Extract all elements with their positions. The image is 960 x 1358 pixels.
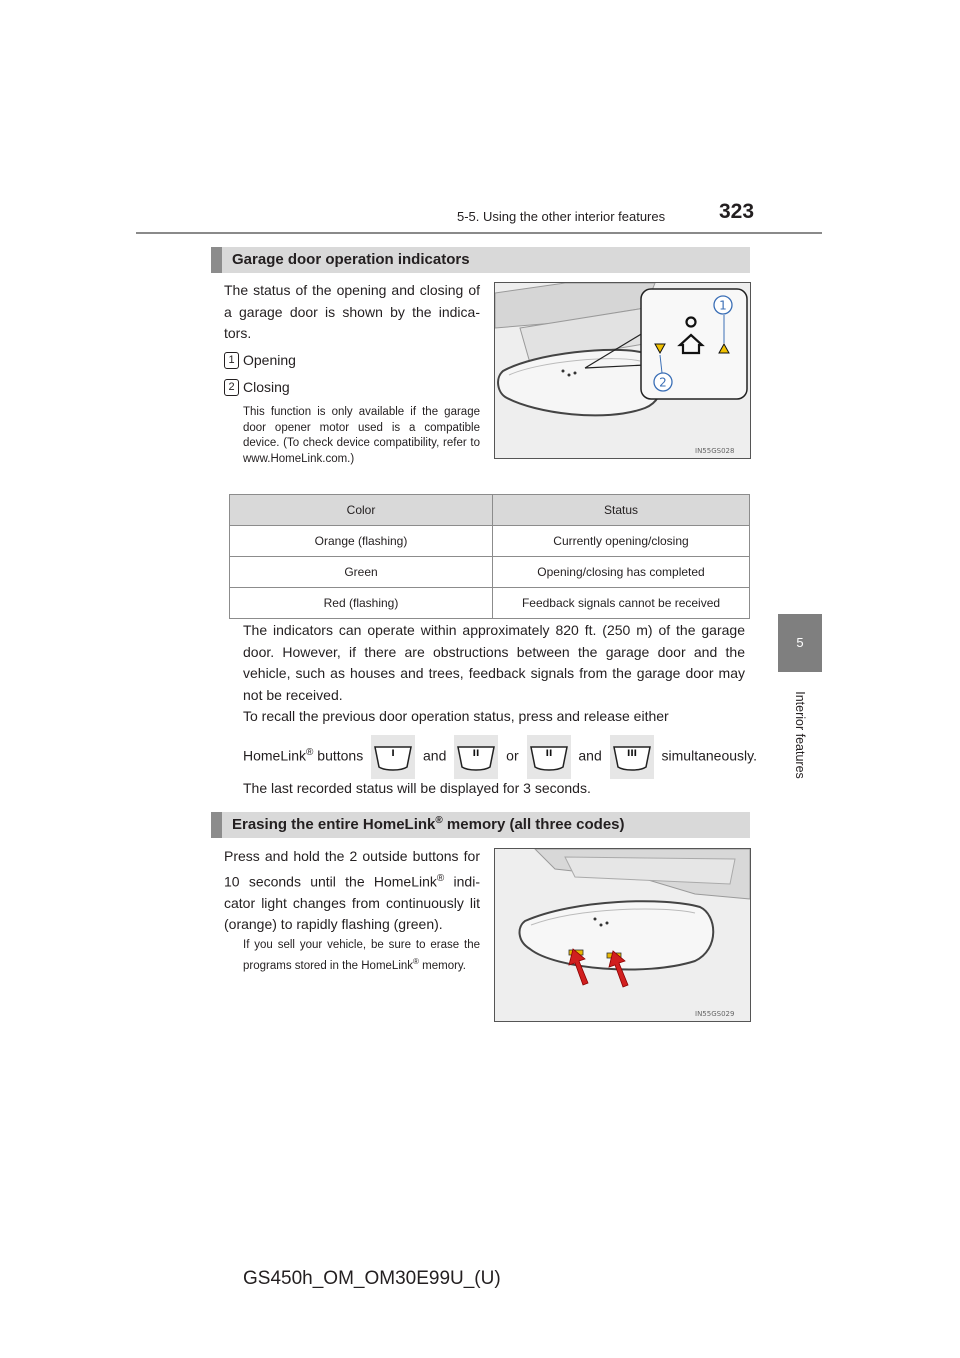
- recall-paragraph-line1: To recall the previous door operation status, press and release either: [243, 708, 669, 724]
- erase-title-text-2: memory (all three codes): [442, 816, 625, 833]
- recall-paragraph-buttons: [243, 731, 757, 777]
- table-cell-status: Feedback signals cannot be received: [493, 588, 750, 619]
- figure-code: IN55GS028: [695, 447, 735, 455]
- erase-instructions: [224, 846, 480, 936]
- mirror-buttons-illustration: [495, 849, 750, 1021]
- registered-mark: ®: [435, 815, 443, 826]
- svg-text:II: II: [472, 748, 480, 759]
- erase-note-2: memory.: [418, 959, 467, 972]
- column-header-color: Color: [230, 495, 493, 526]
- chapter-label: [778, 680, 822, 790]
- erase-title-text: Erasing the entire HomeLink: [232, 816, 436, 833]
- erase-text-1: Press and hold the 2 outside buttons for 10 seconds until the HomeLink: [224, 848, 480, 890]
- or-word: or: [506, 747, 519, 764]
- list-item-closing: [224, 378, 484, 398]
- and-word: and: [578, 747, 602, 764]
- garage-intro: The status of the opening and closing of a garage door is shown by the indica-tors.: [224, 282, 480, 341]
- erase-note-1: If you sell your vehicle, be sure to erase the programs stored in the HomeLink: [243, 939, 480, 972]
- section-title-erase: [211, 812, 750, 838]
- table-row: [230, 588, 750, 619]
- mirror-erase-figure: [494, 848, 751, 1022]
- homelink-button-2b-icon: [527, 735, 571, 779]
- registered-mark: ®: [436, 872, 445, 884]
- page-number: 323: [719, 200, 755, 223]
- svg-text:III: III: [626, 748, 637, 759]
- table-header-row: [230, 495, 750, 526]
- section-breadcrumb: 5-5. Using the other interior features: [457, 209, 666, 224]
- homelink-button-2-icon: [454, 735, 498, 779]
- number-badge: 2: [224, 379, 239, 396]
- and-word: and: [423, 747, 447, 764]
- document-code: GS450h_OM_OM30E99U_(U): [243, 1268, 501, 1289]
- erase-note: [243, 938, 480, 974]
- section-title-garage: Garage door operation indicators: [211, 247, 750, 273]
- simultaneously-word: simultaneously.: [661, 747, 757, 764]
- homelink-button-3-icon: [610, 735, 654, 779]
- range-paragraph: The indicators can operate within approximately 820 ft. (250 m) of the garage door. However, if there are obstructions between the garage door and the vehicle, such as houses and trees, feedback signals from the garage door may not be received.: [243, 622, 745, 703]
- svg-text:I: I: [391, 748, 395, 759]
- table-cell-color: Red (flashing): [230, 588, 493, 619]
- chapter-tab: 5: [778, 614, 822, 672]
- table-cell-status: Currently opening/closing: [493, 526, 750, 557]
- homelink-button-1-icon: [371, 735, 415, 779]
- table-cell-color: Orange (flashing): [230, 526, 493, 557]
- callout-1: 1: [719, 298, 727, 313]
- registered-mark: ®: [413, 956, 419, 966]
- registered-mark: ®: [306, 747, 314, 758]
- list-item-label: Closing: [243, 379, 290, 395]
- compatibility-note: This function is only available if the garage door opener motor used is a compatible device. (To check device compatibility, refer to www.HomeLink.com.): [243, 406, 480, 465]
- figure-code: IN55GS029: [695, 1010, 735, 1018]
- mirror-indicator-figure: [494, 282, 751, 459]
- column-header-status: Status: [493, 495, 750, 526]
- homelink-word: HomeLink: [243, 747, 307, 764]
- mirror-illustration: [495, 283, 750, 458]
- table-row: [230, 526, 750, 557]
- table-cell-status: Opening/closing has completed: [493, 557, 750, 588]
- callout-2: 2: [659, 375, 667, 390]
- list-item-label: Opening: [243, 352, 296, 368]
- chapter-label-text: Interior features: [793, 691, 807, 779]
- table-row: [230, 557, 750, 588]
- table-cell-color: Green: [230, 557, 493, 588]
- header-divider: [136, 232, 822, 234]
- last-status-text: The last recorded status will be displayed for 3 seconds.: [243, 780, 591, 796]
- number-badge: 1: [224, 352, 239, 369]
- erase-text-2: indi-cator light changes from continuously lit (orange) to rapidly flashing (green).: [224, 873, 480, 933]
- list-item-opening: [224, 351, 484, 371]
- svg-text:II: II: [545, 748, 552, 759]
- indicator-status-table: [229, 494, 750, 619]
- buttons-word: buttons: [317, 747, 364, 764]
